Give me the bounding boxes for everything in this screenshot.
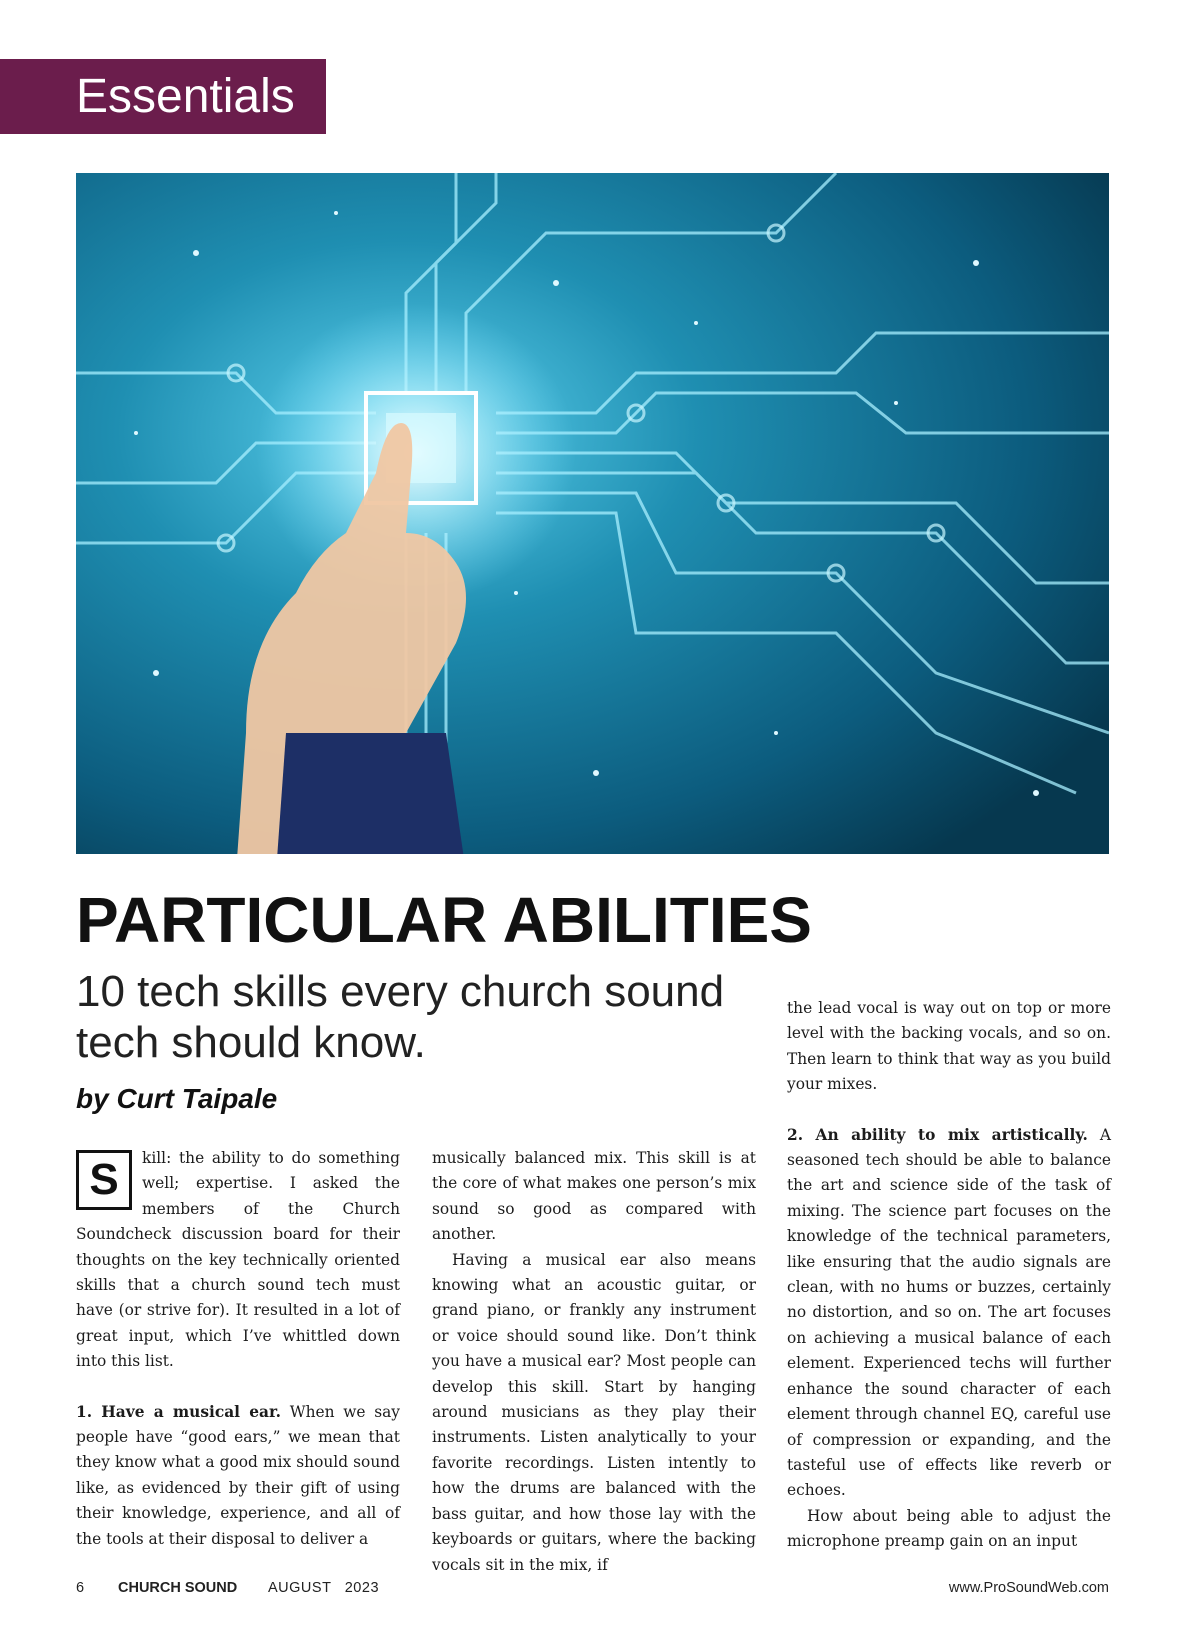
body-paragraph: A seasoned tech should be able to balance the art and science side of the task of mixing. The science part focuses on the knowledge of the technical parameters, like ensuring that the audio signals are clean, with no hums or buzzes, certainly no distortion, and so on. The art focuses on achieving a musical balance of each element. Experienced techs will further enhance the sound character of each element through channel EQ, careful use of compression or expanding, and the tasteful use of effects like reverb or echoes.	[787, 1125, 1111, 1500]
article-column-2	[432, 1146, 756, 1578]
hero-image	[76, 173, 1109, 854]
page-number: 6	[76, 1580, 85, 1596]
circuit-hand-illustration	[76, 173, 1109, 854]
section-label: Essentials	[0, 59, 326, 134]
body-paragraph: When we say people have “good ears,” we mean that they know what a good mix should sound like, as evidenced by their gift of using their knowledge, experience, and all of the tools at their disposal to deliver a	[76, 1402, 400, 1548]
body-paragraph: How about being able to adjust the microphone preamp gain on an input	[787, 1506, 1111, 1551]
page-footer	[76, 1580, 1109, 1600]
body-paragraph: kill: the ability to do something well; expertise. I asked the members of the Church Soundcheck discussion board for their thoughts on the key technically oriented skills that a church sound tech must have (or strive for). It resulted in a lot of great input, which I’ve whittled down into this list.	[76, 1149, 400, 1371]
article-byline: by Curt Taipale	[76, 1083, 278, 1114]
article-column-1	[76, 1146, 400, 1552]
skill-heading-1: 1. Have a musical ear.	[76, 1402, 282, 1421]
body-paragraph: Having a musical ear also means knowing what an acoustic guitar, or grand piano, or frankly any instrument or voice should sound like. Don’t think you have a musical ear? Most people can develop this skill. Start by hanging around musicians as they play their instruments. Listen analytically to your favorite recordings. Listen intently to how the drums are balanced with the bass guitar, and how those lay with the keyboards or guitars, where the backing vocals sit in the mix, if	[432, 1250, 756, 1574]
article-column-3	[787, 996, 1111, 1555]
issue-date: AUGUST 2023	[268, 1580, 380, 1596]
skill-heading-2: 2. An ability to mix artistically.	[787, 1125, 1088, 1144]
magazine-name: CHURCH SOUND	[118, 1580, 238, 1596]
article-subhead: 10 tech skills every church sound tech should know.	[76, 967, 725, 1067]
body-paragraph: musically balanced mix. This skill is at the core of what makes one person’s mix sound so good as compared with another.	[432, 1149, 756, 1244]
drop-cap: S	[76, 1150, 132, 1210]
article-headline: PARTICULAR ABILITIES	[76, 884, 812, 956]
website-link[interactable]: www.ProSoundWeb.com	[948, 1580, 1109, 1596]
body-paragraph: the lead vocal is way out on top or more level with the backing vocals, and so on. Then learn to think that way as you build your mixes.	[787, 999, 1111, 1094]
